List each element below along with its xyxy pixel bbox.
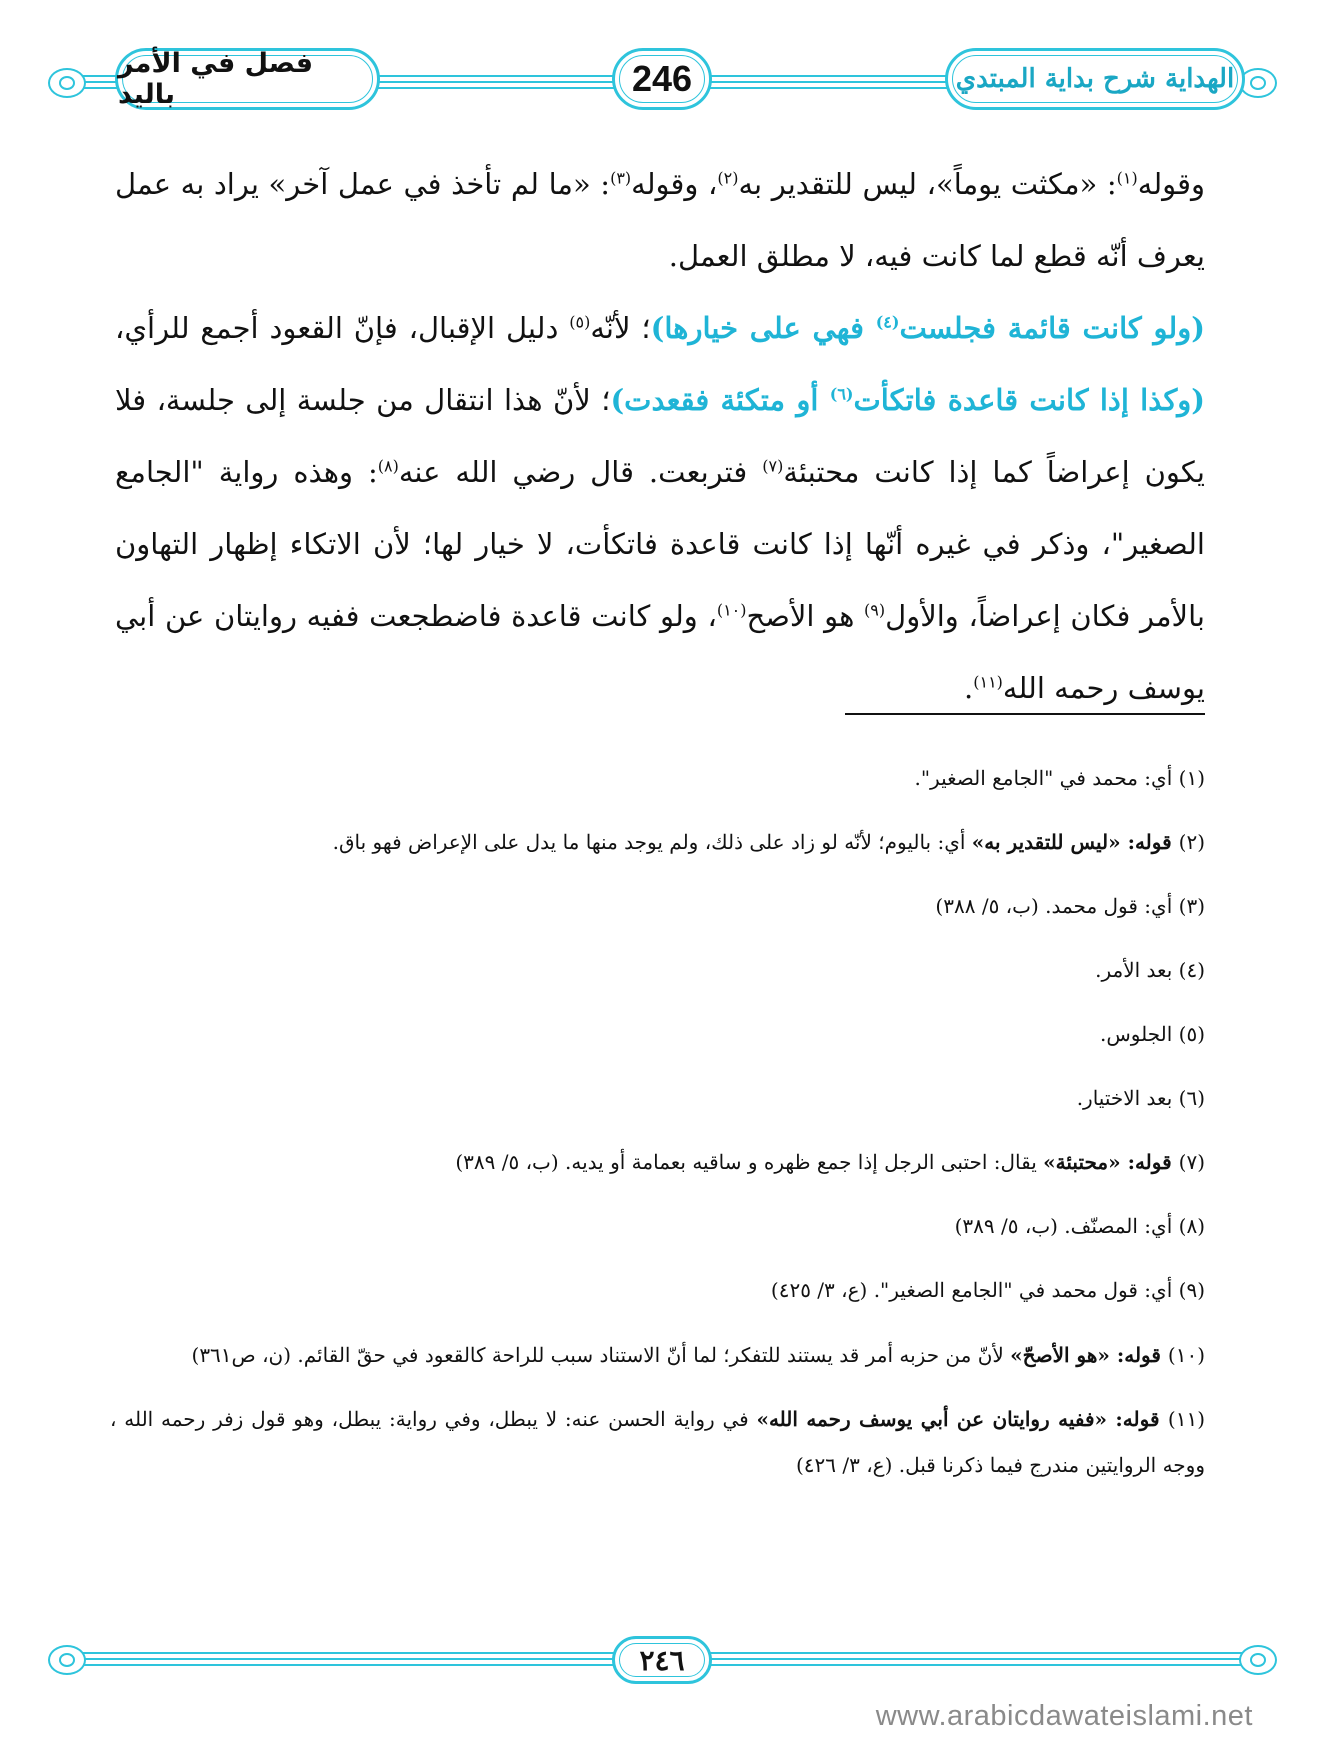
section-title: فصل في الأمر باليد xyxy=(118,48,314,110)
text-run: هو الأصح xyxy=(746,599,865,633)
footnote-number: (٣) xyxy=(1178,894,1205,918)
footnote-text: يقال: احتبى الرجل إذا جمع ظهره و ساقيه بعمامة أو يديه. (ب، ٥/ ٣٨٩) xyxy=(455,1150,1044,1174)
footnote-text: الجلوس. xyxy=(1099,1022,1179,1046)
footnote-ref[interactable]: (٩) xyxy=(864,600,886,620)
page-footer xyxy=(0,1628,1325,1688)
footnote-lemma: قوله: «ففيه روايتان عن أبي يوسف رحمه الله» xyxy=(756,1407,1168,1431)
footnote-number: (٥) xyxy=(1178,1022,1205,1046)
book-title-badge xyxy=(945,48,1245,110)
footnote-ref[interactable]: (٤) xyxy=(875,312,900,332)
footnote-number: (١) xyxy=(1178,766,1205,790)
page-header xyxy=(0,38,1325,120)
ornament-icon xyxy=(1239,1645,1277,1675)
footnote-ref[interactable]: (١١) xyxy=(973,672,1003,692)
footnote-text: أي: باليوم؛ لأنّه لو زاد على ذلك، ولم يوجد منها ما يدل على الإعراض فهو باق. xyxy=(332,830,972,854)
paragraph xyxy=(115,292,1205,724)
footnote-text: في رواية الحسن عنه: لا يبطل، وفي رواية: يبطل، وهو قول زفر رحمه الله ، ووجه الروايتين مندرج فيما ذكرنا قبل. (ع، ٣/ ٤٢٦) xyxy=(110,1407,1205,1477)
matn-text: (ولو كانت قائمة فجلست xyxy=(899,311,1205,345)
footnote-lemma: قوله: «محتبئة» xyxy=(1043,1150,1179,1174)
footnote-number: (٦) xyxy=(1178,1086,1205,1110)
footnote xyxy=(110,1322,1205,1386)
ornament-icon xyxy=(48,68,86,98)
footnote-ref[interactable]: (١٠) xyxy=(716,600,747,620)
text-run: : «ما لم تأخذ في عمل آخر» يراد به عمل يعرف أنّه قطع لما كانت فيه، لا مطلق العمل. xyxy=(115,167,1205,273)
matn-text: (وكذا إذا كانت قاعدة فاتكأت xyxy=(853,383,1205,417)
footnote-ref[interactable]: (١) xyxy=(1116,168,1138,188)
footnote xyxy=(110,1386,1205,1496)
footnote xyxy=(110,1194,1205,1258)
footnote-number: (١١) xyxy=(1167,1407,1205,1431)
footnote-ref[interactable]: (٦) xyxy=(829,384,854,404)
footnotes xyxy=(110,746,1205,1496)
footnote-number: (٤) xyxy=(1178,958,1205,982)
main-text xyxy=(115,148,1205,724)
footnote xyxy=(110,938,1205,1002)
matn-text: فهي على خيارها) xyxy=(650,311,876,345)
footnote xyxy=(110,1066,1205,1130)
footnote xyxy=(110,1002,1205,1066)
footnote xyxy=(110,1258,1205,1322)
text-run: ، وقوله xyxy=(631,167,718,201)
page-number-badge xyxy=(612,48,712,110)
footnote-lemma: قوله: «هو الأصحّ» xyxy=(1010,1343,1168,1367)
text-run: : وهذه رواية "الجامع الصغير"، وذكر في غيره أنّها إذا كانت قاعدة فاتكأت، لا خيار لها؛ لأن الاتكاء إظهار التهاون بالأمر فكان إعراضاً، والأول xyxy=(115,455,1205,633)
footnote-number: (٧) xyxy=(1178,1150,1205,1174)
footer-page-number: ٢٤٦ xyxy=(639,1643,685,1677)
text-run: وقوله xyxy=(1137,167,1205,201)
footnote-number: (١٠) xyxy=(1167,1343,1205,1367)
footnote-number: (٢) xyxy=(1178,830,1205,854)
footnote-separator xyxy=(845,713,1205,715)
footnote xyxy=(110,874,1205,938)
section-title-badge xyxy=(115,48,380,110)
footnote-text: أي: قول محمد في "الجامع الصغير". (ع، ٣/ ٤٢٥) xyxy=(770,1278,1179,1302)
footnote-ref[interactable]: (٧) xyxy=(762,456,784,476)
text-run: ؛ لأنّه xyxy=(590,311,651,345)
text-run: دليل الإقبال، فإنّ القعود أجمع للرأي، xyxy=(115,311,570,345)
footnote-text: أي: قول محمد. (ب، ٥/ ٣٨٨) xyxy=(935,894,1179,918)
paragraph xyxy=(115,148,1205,292)
footnote-ref[interactable]: (٢) xyxy=(717,168,739,188)
ornament-icon xyxy=(48,1645,86,1675)
footnote-text: أي: المصنّف. (ب، ٥/ ٣٨٩) xyxy=(954,1214,1179,1238)
text-run: ؛ لأنّ هذا انتقال من جلسة إلى جلسة، فلا يكون إعراضاً كما إذا كانت محتبئة xyxy=(115,383,1205,489)
footnote-ref[interactable]: (٣) xyxy=(610,168,632,188)
text-run: . xyxy=(964,671,974,705)
footnote xyxy=(110,810,1205,874)
book-title: الهداية شرح بداية المبتدي xyxy=(955,64,1235,94)
footer-page-number-badge xyxy=(612,1636,712,1684)
footnote-ref[interactable]: (٨) xyxy=(377,456,399,476)
footnote-lemma: قوله: «ليس للتقدير به» xyxy=(971,830,1179,854)
text-run: : «مكثت يوماً»، ليس للتقدير به xyxy=(738,167,1117,201)
footnote-text: لأنّ من حزبه أمر قد يستند للتفكر؛ لما أنّ الاستناد سبب للراحة كالقعود في حقّ القائم. (ن، ص٣٦١) xyxy=(191,1343,1011,1367)
page-number: 246 xyxy=(631,58,693,99)
website-url[interactable]: www.arabicdawateislami.net xyxy=(875,1700,1253,1732)
footnote xyxy=(110,746,1205,810)
footnote-text: بعد الأمر. xyxy=(1095,958,1179,982)
footnote-number: (٩) xyxy=(1178,1278,1205,1302)
footnote-text: أي: محمد في "الجامع الصغير". xyxy=(914,766,1179,790)
footnote-ref[interactable]: (٥) xyxy=(569,312,591,332)
footnote-text: بعد الاختيار. xyxy=(1076,1086,1179,1110)
text-run: ، ولو كانت قاعدة فاضطجعت ففيه روايتان عن أبي يوسف رحمه الله xyxy=(115,599,1205,705)
footnote-number: (٨) xyxy=(1178,1214,1205,1238)
text-run: فتربعت. قال رضي الله عنه xyxy=(398,455,763,489)
footnote xyxy=(110,1130,1205,1194)
matn-text: أو متكئة فقعدت) xyxy=(610,383,830,417)
